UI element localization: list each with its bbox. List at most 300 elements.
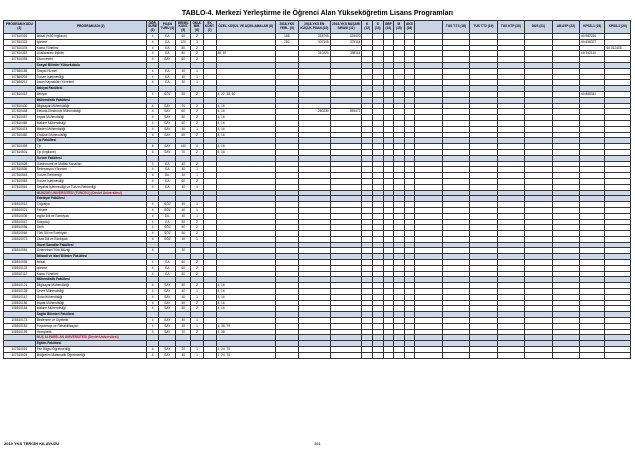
table-cell — [605, 352, 631, 358]
table-cell: 4 — [146, 80, 159, 86]
table-cell: Coğrafya — [35, 202, 146, 208]
column-header: DUS (21) — [525, 21, 552, 34]
table-cell: EA — [159, 39, 176, 45]
table-cell: 108510073 — [4, 236, 36, 242]
table-cell: EA — [159, 265, 176, 271]
column-header: KPSS-1 (23) — [580, 21, 605, 34]
column-header: ÖĞR. SÜRE (3) — [148, 20, 157, 32]
table-cell: 50 — [176, 231, 191, 237]
table-cell: 107810412 — [4, 91, 36, 97]
table-cell — [580, 352, 605, 358]
table-cell: 80 — [176, 115, 191, 121]
table-cell: Uluslararası İlişkiler — [35, 51, 146, 57]
table-cell — [203, 352, 216, 358]
table-cell: 1 — [191, 352, 204, 358]
table-cell: 107810544 — [4, 173, 36, 179]
table-cell: 50 — [176, 283, 191, 289]
table-cell: SÖZ — [159, 91, 176, 97]
table-cell: Çevre Mühendisliği — [35, 289, 146, 295]
table-cell: 50 — [176, 300, 191, 306]
table-cell: 40 — [176, 207, 191, 213]
table-cell: 40 — [176, 126, 191, 132]
table-cell: 375114 — [330, 39, 362, 45]
table-cell: 4, 16 — [216, 126, 275, 132]
table-cell: 4 — [146, 51, 159, 57]
table-cell: Tıp — [35, 144, 146, 150]
table-cell: 1 — [191, 213, 204, 219]
table-cell: 1 — [191, 323, 204, 329]
column-header: ÖZEL KOŞUL VE AÇIKLAMALAR (8) — [216, 21, 275, 34]
table-cell: 325470 — [330, 34, 362, 40]
table-cell: 4 — [146, 219, 159, 225]
table-cell: 4, 16 — [216, 120, 275, 126]
table-cell: Makine Mühendisliği — [35, 120, 146, 126]
table-cell: 60.658327 — [580, 39, 605, 45]
table-cell: 4, 38 — [216, 329, 275, 335]
table-cell: 4 — [146, 306, 159, 312]
table-cell: Makine Mühendisliği — [35, 306, 146, 312]
table-cell: 4 — [146, 173, 159, 179]
table-cell: 1 — [191, 294, 204, 300]
table-cell: 4, 22, 38, 80 — [216, 91, 275, 97]
table-cell: 2 — [191, 219, 204, 225]
table-cell: 107810482 — [4, 132, 36, 138]
table-cell: 1 — [191, 80, 204, 86]
table-cell: 108510095 — [4, 260, 36, 266]
table-cell: 80 — [176, 45, 191, 51]
table-cell: 60 — [176, 260, 191, 266]
table-cell: 4, 16 — [216, 103, 275, 109]
table-cell: 108510039 — [4, 213, 36, 219]
table-cell: 108510147 — [4, 294, 36, 300]
table-cell: 70 — [176, 103, 191, 109]
table-cell: 4 — [146, 231, 159, 237]
table-cell: SAY — [159, 294, 176, 300]
table-cell: Rekreasyon Yönetimi — [35, 167, 146, 173]
table-cell: Kamu Yönetimi — [35, 271, 146, 277]
table-cell: 2 — [191, 329, 204, 335]
table-cell: 60 — [176, 132, 191, 138]
table-cell: 1 — [191, 184, 204, 190]
table-cell: SAY — [159, 352, 176, 358]
table-cell: 107810448 — [4, 109, 36, 115]
table-cell: 2 — [191, 91, 204, 97]
table-cell: 30 — [176, 236, 191, 242]
table-cell: 108510156 — [4, 300, 36, 306]
table-cell: 4 — [146, 202, 159, 208]
table-cell: SAY — [159, 57, 176, 63]
table-cell: 40 — [176, 167, 191, 173]
table-cell: MUNZUR ÜNİVERSİTESİ (TUNCELİ) (Devlet Üniversitesi) — [35, 190, 146, 196]
programs-table — [3, 20, 631, 359]
table-cell: 2 — [191, 103, 204, 109]
table-cell: Turizm Rehberliği — [35, 173, 146, 179]
table-cell: 40 — [176, 289, 191, 295]
table-cell: 2 — [191, 51, 204, 57]
table-cell: İnşaat Mühendisliği — [35, 300, 146, 306]
column-header: S (13) — [372, 21, 383, 34]
table-cell: 108510012 — [4, 202, 36, 208]
table-cell: 108510173 — [4, 318, 36, 324]
table-cell: 107860203 — [4, 74, 36, 80]
table-cell: Fizyoterapi ve Rehabilitasyon — [35, 323, 146, 329]
table-cell: 395472 — [330, 109, 362, 115]
table-cell: 40 — [176, 74, 191, 80]
table-cell: 30 — [176, 173, 191, 179]
table-cell: 4 — [146, 103, 159, 109]
table-cell: SAY — [159, 144, 176, 150]
table-cell — [415, 352, 442, 358]
table-cell: 40 — [176, 352, 191, 358]
table-cell: 4 — [146, 329, 159, 335]
table-cell — [298, 352, 330, 358]
table-cell: 60.888341 — [580, 91, 605, 97]
table-cell: Elektrik-Elektronik Mühendisliği — [35, 109, 146, 115]
table-cell: 2 — [191, 271, 204, 277]
table-cell: 108510056 — [4, 225, 36, 231]
table-cell: 4 — [146, 57, 159, 63]
table-cell: 4 — [146, 74, 159, 80]
table-cell: 4 — [146, 45, 159, 51]
table-cell: 398114 — [330, 51, 362, 57]
table-cell: EA — [159, 219, 176, 225]
table-cell: EA — [159, 80, 176, 86]
table-cell: 4 — [146, 126, 159, 132]
table-cell: 4 — [146, 39, 159, 45]
table-cell: 2 — [191, 115, 204, 121]
table-cell: 2 — [191, 260, 204, 266]
table-cell: 107310016 — [4, 347, 36, 353]
table-cell: 107810553 — [4, 178, 36, 184]
table-cell: Türk Dili ve Edebiyatı — [35, 231, 146, 237]
table-cell: 2 — [191, 109, 204, 115]
table-cell: 40 — [176, 184, 191, 190]
table-cell: İşletme — [35, 39, 146, 45]
table-cell: Tarih — [35, 225, 146, 231]
table-cell: Tıp (İngilizce) — [35, 149, 146, 155]
table-cell: 4 — [146, 260, 159, 266]
table-cell — [372, 352, 383, 358]
table-cell: DİL — [159, 173, 176, 179]
column-header: M (15) — [394, 21, 405, 34]
column-header: PROGRAM ADI (2) — [35, 21, 146, 34]
table-cell: EA — [159, 161, 176, 167]
table-cell: 4, 16 — [216, 149, 275, 155]
column-header: GENEL KONT. (5) — [177, 20, 189, 32]
table-cell: 80 — [176, 51, 191, 57]
table-cell: Gastronomi ve Mutfak Sanatları — [35, 161, 146, 167]
table-cell: EA — [159, 45, 176, 51]
table-cell: SAY — [159, 109, 176, 115]
table-cell: SAY — [159, 115, 176, 121]
table-cell: İlköğretim Matematik Öğretmenliği — [35, 352, 146, 358]
table-cell: 1 — [191, 202, 204, 208]
table-cell: 107810387 — [4, 51, 36, 57]
table-cell: SÖZ — [159, 207, 176, 213]
footer-guide-title: 2019 YKS TERCİH KILAVUZU — [4, 441, 60, 446]
table-cell: 60 — [176, 57, 191, 63]
table-cell: 40 — [176, 213, 191, 219]
table-cell: 60 — [176, 265, 191, 271]
table-cell: EA — [159, 51, 176, 57]
table-cell: 107310024 — [4, 352, 36, 358]
table-cell: Mühendislik Fakültesi — [35, 277, 146, 283]
table-cell: 60 — [176, 120, 191, 126]
table-cell: İnsan Kaynakları Yönetimi — [35, 80, 146, 86]
table-cell: 2 — [191, 265, 204, 271]
table-cell — [404, 352, 415, 358]
table-cell — [362, 352, 373, 358]
table-cell: 2 — [191, 120, 204, 126]
table-cell — [552, 352, 579, 358]
column-header: K (12) — [362, 21, 373, 34]
table-cell: SAY — [159, 283, 176, 289]
table-cell: 108510181 — [4, 323, 36, 329]
table-cell: 55 — [176, 91, 191, 97]
table-cell: Felsefe — [35, 207, 146, 213]
table-cell — [275, 352, 298, 358]
table-cell: 107810536 — [4, 167, 36, 173]
table-cell: İnşaat Mühendisliği — [35, 115, 146, 121]
table-cell: DİL — [159, 213, 176, 219]
table-cell: 140 — [176, 144, 191, 150]
table-cell: SAY — [159, 132, 176, 138]
table-cell: 4 — [146, 236, 159, 242]
table-cell: 108510139 — [4, 289, 36, 295]
column-header: OBP (14) — [383, 21, 394, 34]
column-header: AKS (16) — [404, 21, 415, 34]
table-cell: 4 — [146, 352, 159, 358]
table-cell — [470, 352, 497, 358]
page-title: TABLO-4. Merkezi Yerleştirme ile Öğrenci Alan Yükseköğretim Lisans Programları — [181, 10, 454, 17]
table-cell: 260230 — [298, 109, 330, 115]
table-cell: 1, 24, 75 — [216, 347, 275, 353]
table-cell: EA — [159, 184, 176, 190]
table-cell: İngiliz Dili ve Edebiyatı — [35, 213, 146, 219]
table-cell: 4, 16 — [216, 115, 275, 121]
table-cell: 158 — [275, 34, 298, 40]
table-cell: 4, 16 — [216, 109, 275, 115]
table-cell: 4 — [146, 323, 159, 329]
table-cell: 107810501 — [4, 149, 36, 155]
table-cell: 107810465 — [4, 120, 36, 126]
table-cell: İktisadi ve İdari Bilimler Fakültesi — [35, 254, 146, 260]
table-cell: 108510121 — [4, 283, 36, 289]
table-cell: 4, 38, 79 — [216, 323, 275, 329]
table-cell: 4 — [146, 265, 159, 271]
table-cell: Turizm Fakültesi — [35, 155, 146, 161]
table-cell — [525, 352, 552, 358]
table-cell: 107810493 — [4, 144, 36, 150]
table-cell: 1 — [191, 207, 204, 213]
table-cell: 4 — [146, 300, 159, 306]
table-cell: SAY — [159, 306, 176, 312]
column-header: 2018-YKS YERL. (9) — [275, 21, 298, 34]
table-cell: 4, 16 — [216, 300, 275, 306]
table-cell: 60.512405 — [605, 45, 631, 51]
column-header: 2018-YKS EN KÜÇÜK PUAN (10) — [298, 21, 330, 34]
table-cell: SÖZ — [159, 202, 176, 208]
table-cell: 4 — [146, 271, 159, 277]
table-cell: Sosyal Bilimler Yüksekokulu — [35, 62, 146, 68]
column-header: TUS KTP (20) — [497, 21, 524, 34]
table-cell: 3 — [191, 39, 204, 45]
table-cell: EA — [159, 167, 176, 173]
table-cell: 108510112 — [4, 271, 36, 277]
table-cell: SAY — [159, 318, 176, 324]
table-cell: 1 — [191, 74, 204, 80]
table-cell: İktisat (%50 İngilizce) — [35, 34, 146, 40]
table-cell: 2 — [191, 231, 204, 237]
table-cell: 1 — [191, 347, 204, 353]
table-cell: SAY — [159, 289, 176, 295]
table-cell: 4, 16 — [216, 132, 275, 138]
table-cell: 4 — [146, 283, 159, 289]
table-cell: 60.987254 — [580, 34, 605, 40]
table-cell: 2 — [191, 34, 204, 40]
table-cell: Eğitim Fakültesi — [35, 341, 146, 347]
table-cell: 30 — [176, 80, 191, 86]
table-cell: Turizm İşletmeciliği — [35, 74, 146, 80]
column-header — [415, 21, 442, 34]
table-cell: 2 — [191, 149, 204, 155]
table-cell: 107860189 — [4, 68, 36, 74]
table-cell: İktisat — [35, 260, 146, 266]
table-cell: 307145 — [298, 39, 330, 45]
table-cell: SAY — [159, 103, 176, 109]
table-cell: Beslenme ve Diyetetik — [35, 318, 146, 324]
table-cell: 108510064 — [4, 231, 36, 237]
table-cell: İlahiyat — [35, 91, 146, 97]
table-cell: Bilgisayar Mühendisliği — [35, 283, 146, 289]
table-cell: SAY — [159, 149, 176, 155]
table-cell: 60 — [176, 178, 191, 184]
table-cell: 107810474 — [4, 126, 36, 132]
table-cell: 1 — [191, 173, 204, 179]
table-cell: 60 — [176, 271, 191, 277]
table-cell — [394, 352, 405, 358]
table-cell: 108510047 — [4, 219, 36, 225]
table-cell: 2 — [191, 306, 204, 312]
table-cell: SAY — [159, 347, 176, 353]
table-cell: 107860211 — [4, 80, 36, 86]
table-cell: 4 — [146, 91, 159, 97]
table-cell: 2 — [191, 57, 204, 63]
table-cell: Sosyoloji — [35, 219, 146, 225]
table-cell — [442, 352, 469, 358]
table-cell: Mühendislik Fakültesi — [35, 97, 146, 103]
table-cell: SAY — [159, 329, 176, 335]
table-cell: 40 — [176, 318, 191, 324]
table-cell: 6 — [146, 149, 159, 155]
table-cell: 2 — [191, 178, 204, 184]
table-cell: 1 — [191, 68, 204, 74]
column-header: PROGRAM KODU (1) — [4, 21, 36, 34]
column-header: KPSS-2 (24) — [605, 21, 631, 34]
table-cell: Gıda Mühendisliği — [35, 294, 146, 300]
table-cell: 4 — [146, 161, 159, 167]
table-cell: Güzel Sanatlar Fakültesi — [35, 242, 146, 248]
table-cell: 4 — [146, 132, 159, 138]
table-cell — [497, 352, 524, 358]
table-cell: 107810378 — [4, 45, 36, 51]
table-row — [4, 352, 631, 358]
table-cell: 250 — [275, 39, 298, 45]
table-cell: Zaza Dili ve Edebiyatı — [35, 236, 146, 242]
table-cell: 4 — [146, 213, 159, 219]
table-cell — [330, 352, 362, 358]
table-cell: EA — [159, 34, 176, 40]
table-cell: Maden Mühendisliği — [35, 126, 146, 132]
table-cell: 40 — [176, 202, 191, 208]
table-cell: Fen Bilgisi Öğretmenliği — [35, 347, 146, 353]
table-cell: Turizm İşletmeciliği — [35, 178, 146, 184]
table-cell: İlahiyat Fakültesi — [35, 86, 146, 92]
table-cell: 4 — [146, 68, 159, 74]
table-cell: 4, 16 — [216, 144, 275, 150]
table-cell: 4 — [146, 225, 159, 231]
table-cell: 108510081 — [4, 248, 36, 254]
table-cell: 2 — [191, 225, 204, 231]
column-header: 2018-YKS BAŞARI SIRASI (11) — [330, 21, 362, 34]
table-cell: Edebiyat Fakültesi — [35, 196, 146, 202]
table-cell: 1 — [191, 318, 204, 324]
table-cell: EA — [159, 178, 176, 184]
table-cell: 120 — [176, 39, 191, 45]
table-cell: SAY — [159, 323, 176, 329]
table-cell: 20 — [176, 347, 191, 353]
table-cell: 30 — [176, 248, 191, 254]
table-cell: 4 — [146, 248, 159, 254]
table-header-row — [4, 21, 631, 34]
table-cell: 1 — [191, 289, 204, 295]
table-cell — [383, 352, 394, 358]
column-header: OKUL BİR. (6) — [192, 20, 202, 32]
table-cell: 50 — [176, 306, 191, 312]
table-cell: 50 — [176, 225, 191, 231]
table-cell: 60 — [176, 109, 191, 115]
column-header: EK KONT. (7) — [204, 20, 215, 32]
table-cell: Sosyal Hizmet — [35, 68, 146, 74]
table-cell: Hemşirelik — [35, 329, 146, 335]
table-cell: 4 — [146, 178, 159, 184]
table-cell: 1, 24, 75 — [216, 352, 275, 358]
table-cell: SÖZ — [159, 236, 176, 242]
table-cell: Tıp Fakültesi — [35, 138, 146, 144]
table-cell: 108510103 — [4, 265, 36, 271]
table-cell: 4 — [146, 109, 159, 115]
table-cell: 4 — [146, 167, 159, 173]
table-cell: 2 — [191, 283, 204, 289]
column-header: AB AYP (22) — [552, 21, 579, 34]
table-cell: 4, 16 — [216, 294, 275, 300]
table-cell: 4 — [146, 34, 159, 40]
table-cell: 4, 16 — [216, 306, 275, 312]
table-cell: 60.342110 — [580, 51, 605, 57]
table-cell: EA — [159, 271, 176, 277]
column-header: TUS T.T2 (19) — [470, 21, 497, 34]
table-cell: 107810323 — [4, 39, 36, 45]
table-cell: 45 — [176, 161, 191, 167]
table-cell: EA — [159, 260, 176, 266]
table-cell: EA — [159, 68, 176, 74]
table-cell: 107810316 — [4, 34, 36, 40]
table-cell: Sağlık Bilimleri Fakültesi — [35, 312, 146, 318]
table-cell: 2 — [191, 45, 204, 51]
table-cell: Kamu Yönetimi — [35, 45, 146, 51]
table-cell: Geleneksel Türk Müziği — [35, 248, 146, 254]
table-cell: 1 — [191, 126, 204, 132]
